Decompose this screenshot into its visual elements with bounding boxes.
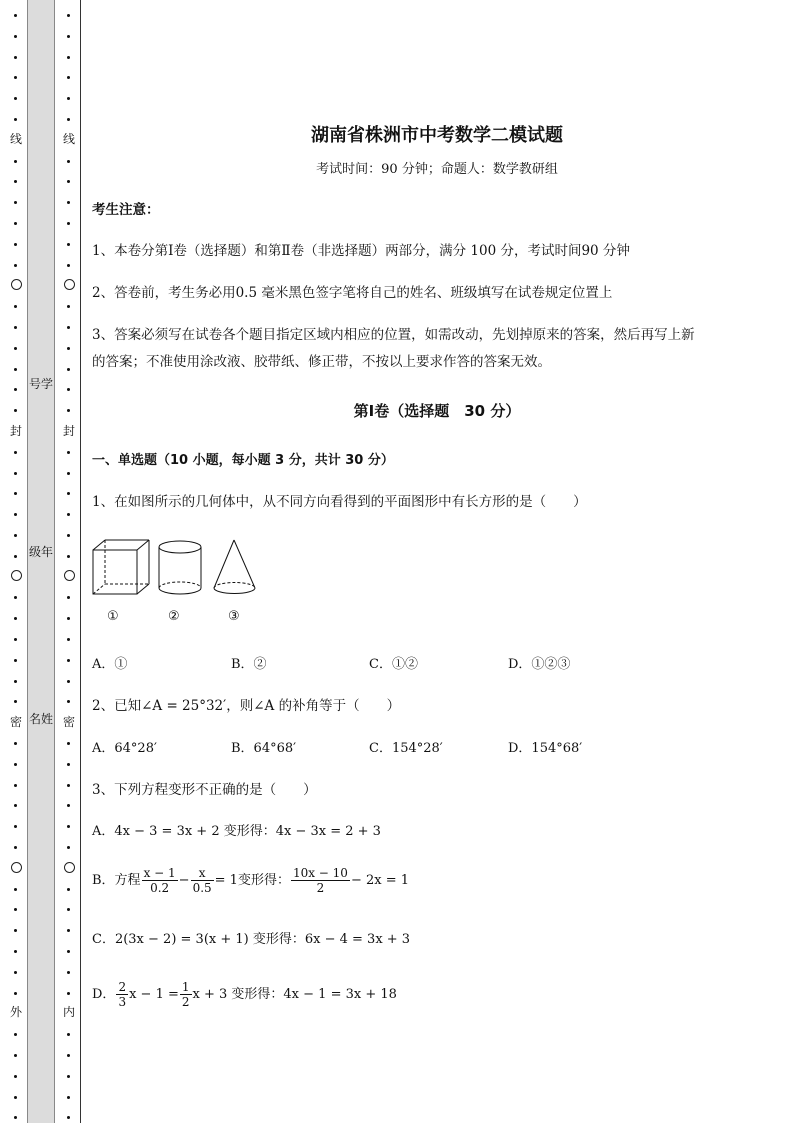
- binding-dot: [67, 1116, 70, 1119]
- q3-d-frac1: [116, 980, 128, 1009]
- binding-dot: [67, 908, 70, 911]
- binding-dot: [67, 264, 70, 267]
- binding-line: [80, 0, 81, 1123]
- q3-d-mid1: x − 1 =: [129, 987, 179, 1002]
- q3-b-frac2: [191, 866, 214, 895]
- q3-b-minus: −: [178, 873, 190, 888]
- binding-dot: [14, 784, 17, 787]
- binding-dot: [67, 243, 70, 246]
- q2-option-d[interactable]: D．154°68′: [508, 741, 583, 756]
- binding-dot: [67, 347, 70, 350]
- q1-option-c[interactable]: C．①②: [369, 657, 418, 672]
- binding-dot: [14, 472, 17, 475]
- binding-dot: [14, 513, 17, 516]
- q1-option-b[interactable]: B．②: [231, 657, 267, 672]
- binding-dot: [14, 35, 17, 38]
- binding-dot: [67, 388, 70, 391]
- outer-char-mi: 密: [9, 715, 22, 729]
- binding-dot: [67, 1033, 70, 1036]
- binding-dot: [67, 992, 70, 995]
- inner-char-xian: 线: [62, 132, 75, 146]
- binding-dot: [14, 56, 17, 59]
- binding-dot: [67, 596, 70, 599]
- binding-dot: [67, 326, 70, 329]
- inner-dot-column: [61, 0, 77, 1123]
- binding-dot: [14, 596, 17, 599]
- inner-char-nei: 内: [62, 1005, 75, 1019]
- binding-dot: [14, 326, 17, 329]
- notice-item-2: 2、答卷前，考生务必用0.5 毫米黑色签字笔将自己的姓名、班级填写在试卷规定位置上: [92, 285, 613, 301]
- binding-dot: [14, 971, 17, 974]
- q1-stem: 1、在如图所示的几何体中，从不同方向看得到的平面图形中有长方形的是（ ）: [92, 494, 587, 510]
- outer-char-xian: 线: [9, 132, 22, 146]
- notice-item-3: 3、答案必须写在试卷各个题目指定区域内相应的位置，如需改动，先划掉原来的答案，然后再写上新: [92, 327, 695, 343]
- binding-dot: [67, 305, 70, 308]
- binding-dot: [67, 513, 70, 516]
- binding-dot: [14, 700, 17, 703]
- binding-dot: [14, 617, 17, 620]
- q3-b-frac3-den: 2: [316, 881, 325, 895]
- binding-dot: [67, 409, 70, 412]
- q3-b-mid: = 1变形得：: [214, 873, 290, 888]
- q3-stem: 3、下列方程变形不正确的是（ ）: [92, 782, 317, 798]
- binding-dot: [67, 680, 70, 683]
- q3-option-c[interactable]: C．2(3x − 2) = 3(x + 1) 变形得：6x − 4 = 3x + 3: [92, 932, 411, 947]
- binding-dot: [14, 222, 17, 225]
- binding-dot: [14, 451, 17, 454]
- binding-dot: [67, 555, 70, 558]
- binding-dot: [67, 76, 70, 79]
- binding-dot: [14, 929, 17, 932]
- q1-geometry-figure: [92, 538, 262, 600]
- figure-label-3: ③: [228, 609, 240, 624]
- binding-dot: [14, 76, 17, 79]
- binding-dot: [14, 992, 17, 995]
- figure-label-2: ②: [168, 609, 180, 624]
- binding-dot: [67, 1054, 70, 1057]
- exam-subtitle: 考试时间：90 分钟；命题人：数学教研组: [316, 162, 558, 177]
- binding-dot: [67, 534, 70, 537]
- binding-dot: [67, 14, 70, 17]
- notice-item-1: 1、本卷分第Ⅰ卷（选择题）和第Ⅱ卷（非选择题）两部分，满分 100 分，考试时间90 分钟: [92, 243, 630, 259]
- binding-dot: [67, 971, 70, 974]
- outer-circle-1: [11, 279, 22, 290]
- q2-option-b[interactable]: B．64°68′: [231, 741, 297, 756]
- binding-dot: [67, 700, 70, 703]
- inner-circle-3: [64, 862, 75, 873]
- notice-heading: 考生注意：: [92, 202, 160, 218]
- q3-option-d[interactable]: [92, 980, 397, 1009]
- inner-char-mi: 密: [62, 715, 75, 729]
- binding-dot: [67, 950, 70, 953]
- binding-dot: [14, 825, 17, 828]
- outer-circle-3: [11, 862, 22, 873]
- binding-dot: [14, 534, 17, 537]
- binding-dot: [14, 97, 17, 100]
- binding-dot: [14, 659, 17, 662]
- q3-b-frac3-num: 10x − 10: [292, 866, 348, 880]
- binding-dot: [14, 1075, 17, 1078]
- field-grade: 级年: [28, 545, 53, 559]
- binding-dot: [14, 118, 17, 121]
- binding-dot: [14, 888, 17, 891]
- binding-dot: [67, 763, 70, 766]
- binding-dot: [14, 264, 17, 267]
- binding-dot: [14, 368, 17, 371]
- q3-d-frac2-den: 2: [181, 995, 190, 1009]
- binding-dot: [14, 388, 17, 391]
- inner-char-feng: 封: [62, 424, 75, 438]
- binding-dot: [67, 659, 70, 662]
- binding-dot: [67, 617, 70, 620]
- q3-b-frac1-num: x − 1: [143, 866, 176, 880]
- binding-dot: [67, 201, 70, 204]
- binding-dot: [67, 451, 70, 454]
- outer-char-wai: 外: [9, 1005, 22, 1019]
- binding-dot: [67, 180, 70, 183]
- binding-dot: [67, 35, 70, 38]
- binding-dot: [67, 1096, 70, 1099]
- q3-b-end: − 2x = 1: [350, 873, 410, 888]
- binding-dot: [67, 368, 70, 371]
- binding-dot: [67, 472, 70, 475]
- binding-dot: [67, 804, 70, 807]
- q3-d-prefix: D．: [92, 987, 116, 1002]
- q3-b-frac2-num: x: [191, 866, 214, 881]
- cube-shape: [93, 540, 149, 594]
- binding-dot: [67, 222, 70, 225]
- binding-dot: [14, 742, 17, 745]
- binding-dot: [14, 555, 17, 558]
- q3-d-end: x + 3 变形得：4x − 1 = 3x + 18: [192, 987, 397, 1002]
- binding-dot: [67, 118, 70, 121]
- binding-dot: [14, 908, 17, 911]
- binding-dot: [14, 1054, 17, 1057]
- binding-dot: [14, 638, 17, 641]
- exam-title: 湖南省株洲市中考数学二模试题: [311, 125, 563, 146]
- q3-option-a[interactable]: A．4x − 3 = 3x + 2 变形得：4x − 3x = 2 + 3: [92, 824, 381, 839]
- binding-dot: [14, 180, 17, 183]
- notice-item-3-cont: 的答案；不准使用涂改液、胶带纸、修正带，不按以上要求作答的答案无效。: [92, 354, 551, 370]
- binding-dot: [67, 846, 70, 849]
- binding-dot: [14, 14, 17, 17]
- binding-dot: [67, 742, 70, 745]
- q3-d-frac2: [180, 980, 192, 1009]
- binding-dot: [67, 638, 70, 641]
- q3-b-frac1: [142, 866, 178, 895]
- binding-dot: [67, 56, 70, 59]
- binding-dot: [14, 347, 17, 350]
- q3-b-frac2-den: 0.5: [192, 881, 212, 895]
- binding-dot: [14, 1033, 17, 1036]
- outer-circle-2: [11, 570, 22, 581]
- binding-dot: [14, 804, 17, 807]
- q2-stem: 2、已知∠A = 25°32′，则∠A 的补角等于（ ）: [92, 698, 401, 714]
- binding-dot: [67, 825, 70, 828]
- q3-b-frac1-den: 0.2: [150, 881, 170, 895]
- binding-dot: [67, 97, 70, 100]
- binding-dot: [14, 950, 17, 953]
- q3-d-frac1-num: 2: [118, 980, 127, 994]
- field-student-number: 号学: [28, 377, 53, 391]
- q3-d-frac2-num: 1: [181, 980, 190, 994]
- binding-dot: [14, 492, 17, 495]
- binding-dot: [14, 680, 17, 683]
- section-title: 第Ⅰ卷（选择题 30 分）: [353, 402, 521, 420]
- binding-dot: [14, 243, 17, 246]
- cone-shape: [214, 540, 255, 594]
- inner-circle-1: [64, 279, 75, 290]
- q3-b-prefix: B．方程: [92, 873, 141, 888]
- q3-option-b[interactable]: [92, 866, 409, 895]
- binding-dot: [67, 1075, 70, 1078]
- q3-b-frac3: [291, 866, 350, 895]
- q1-option-d[interactable]: D．①②③: [508, 657, 571, 672]
- binding-dot: [14, 160, 17, 163]
- binding-dot: [67, 160, 70, 163]
- binding-dot: [14, 1096, 17, 1099]
- binding-dot: [67, 929, 70, 932]
- q1-option-a[interactable]: A．①: [92, 657, 128, 672]
- field-name: 名姓: [28, 712, 53, 726]
- cylinder-shape: [159, 541, 201, 594]
- binding-dot: [14, 409, 17, 412]
- q2-option-c[interactable]: C．154°28′: [369, 741, 443, 756]
- binding-dot: [14, 201, 17, 204]
- part-heading: 一、单选题（10 小题，每小题 3 分，共计 30 分）: [92, 453, 394, 468]
- binding-dot: [14, 763, 17, 766]
- inner-circle-2: [64, 570, 75, 581]
- outer-char-feng: 封: [9, 424, 22, 438]
- binding-strip: [27, 0, 55, 1123]
- binding-dot: [67, 888, 70, 891]
- binding-dot: [14, 305, 17, 308]
- q2-option-a[interactable]: A．64°28′: [92, 741, 157, 756]
- binding-margin: [0, 0, 82, 1123]
- outer-dot-column: [8, 0, 24, 1123]
- binding-dot: [67, 492, 70, 495]
- figure-label-1: ①: [107, 609, 119, 624]
- binding-dot: [14, 1116, 17, 1119]
- binding-dot: [67, 784, 70, 787]
- q3-d-frac1-den: 3: [118, 995, 127, 1009]
- binding-dot: [14, 846, 17, 849]
